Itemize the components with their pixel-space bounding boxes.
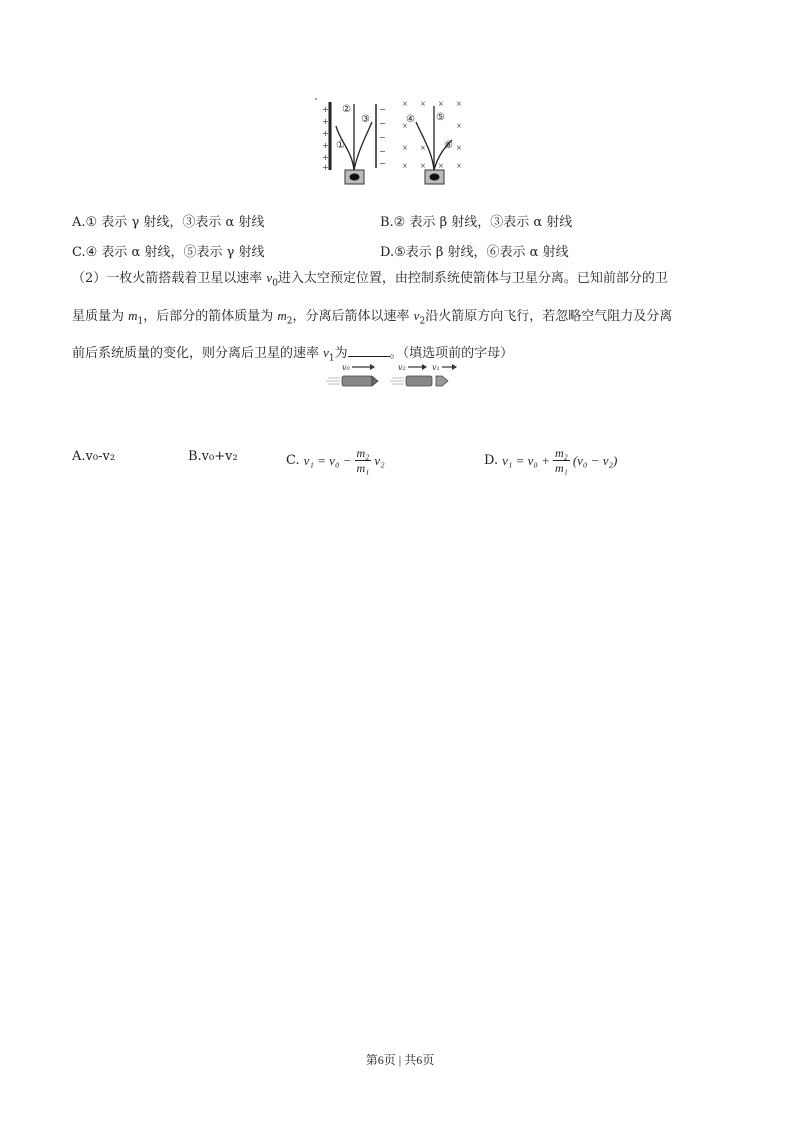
question-2-line-1: （2）一枚火箭搭载着卫星以速率 $v_0$进入太空预定位置，由控制系统使箭体与卫星分离。已知前部分的卫 (72, 270, 668, 289)
minus-sign: − (379, 147, 386, 156)
source (430, 174, 440, 181)
cross-mark: × (438, 162, 444, 170)
ray-path-3 (354, 122, 372, 170)
option-2a: A.v₀-v₂ (72, 449, 116, 464)
rocket-nose (372, 376, 378, 386)
cross-mark: × (402, 162, 408, 170)
radiation-diagram (310, 96, 470, 188)
cross-mark: × (402, 122, 408, 130)
cross-mark: × (402, 100, 408, 108)
velocity-label-v0: v₀ (342, 363, 350, 372)
plus-sign: + (322, 163, 329, 172)
satellite (436, 376, 448, 386)
ray-label-4: ④ (406, 114, 415, 125)
velocity-label-v2: v₂ (398, 363, 406, 372)
option-2c: C. v₁ = v₀ − $\frac{\text{m₂}}{\text{m₁}}$ v₂ (286, 446, 385, 475)
plus-sign: + (322, 153, 329, 162)
ray-label-3: ③ (361, 114, 370, 125)
minus-sign: − (379, 119, 386, 128)
minus-sign: − (379, 159, 386, 168)
option-a: A.① 表示 γ 射线，③表示 α 射线 (72, 215, 265, 230)
velocity-label-v1: v₁ (432, 363, 440, 372)
option-2d: D. v₁ = v₀ + $\frac{\text{m₂}}{\text{m₁}}$ (v₀ − v₂) (484, 446, 618, 475)
rocket-body (342, 376, 372, 386)
ray-label-6: ⑥ (444, 140, 453, 151)
source (350, 174, 360, 181)
cross-mark: × (438, 100, 444, 108)
option-b: B.② 表示 β 射线，③表示 α 射线 (380, 215, 573, 230)
plus-sign: + (322, 129, 329, 138)
ray-label-5: ⑤ (436, 112, 445, 123)
plus-sign: + (322, 141, 329, 150)
fraction: $\frac{\text{m₂}}{\text{m₁}}$ (554, 446, 568, 475)
cross-mark: × (456, 100, 462, 108)
cross-mark: × (402, 144, 408, 152)
ray-label-1: ① (336, 140, 345, 151)
cross-mark: × (456, 162, 462, 170)
cross-mark: × (456, 122, 462, 130)
option-c: C.④ 表示 α 射线，⑤表示 γ 射线 (72, 245, 265, 260)
cross-mark: × (420, 162, 426, 170)
option-d: D.⑤表示 β 射线，⑥表示 α 射线 (380, 245, 569, 260)
electric-field-panel (316, 98, 386, 184)
page-footer: 第6页 | 共6页 (365, 1053, 435, 1067)
minus-sign: − (379, 133, 386, 142)
cross-mark: × (420, 144, 426, 152)
option-2b: B.v₀+v₂ (188, 449, 238, 464)
minus-sign: − (379, 105, 386, 114)
cross-mark: × (456, 144, 462, 152)
ray-label-2: ② (342, 104, 351, 115)
magnetic-field-panel (402, 100, 462, 184)
rocket-booster (406, 376, 432, 386)
rocket-diagram (318, 356, 468, 396)
fraction: $\frac{\text{m₂}}{\text{m₁}}$ (356, 446, 370, 475)
question-2-line-2: 星质量为 $m_1$，后部分的箭体质量为 $m_2$，分离后箭体以速率 $v_2$沿火箭原方向飞行，若忽略空气阻力及分离 (72, 307, 673, 327)
question-2-line-3: 前后系统质量的变化，则分离后卫星的速率 $v_1$为 。（填选项前的字母） (72, 345, 514, 364)
cross-mark: × (420, 100, 426, 108)
plus-sign: + (322, 117, 329, 126)
rocket-after (390, 363, 457, 386)
plus-sign: + (322, 105, 329, 114)
rocket-before (326, 363, 378, 386)
